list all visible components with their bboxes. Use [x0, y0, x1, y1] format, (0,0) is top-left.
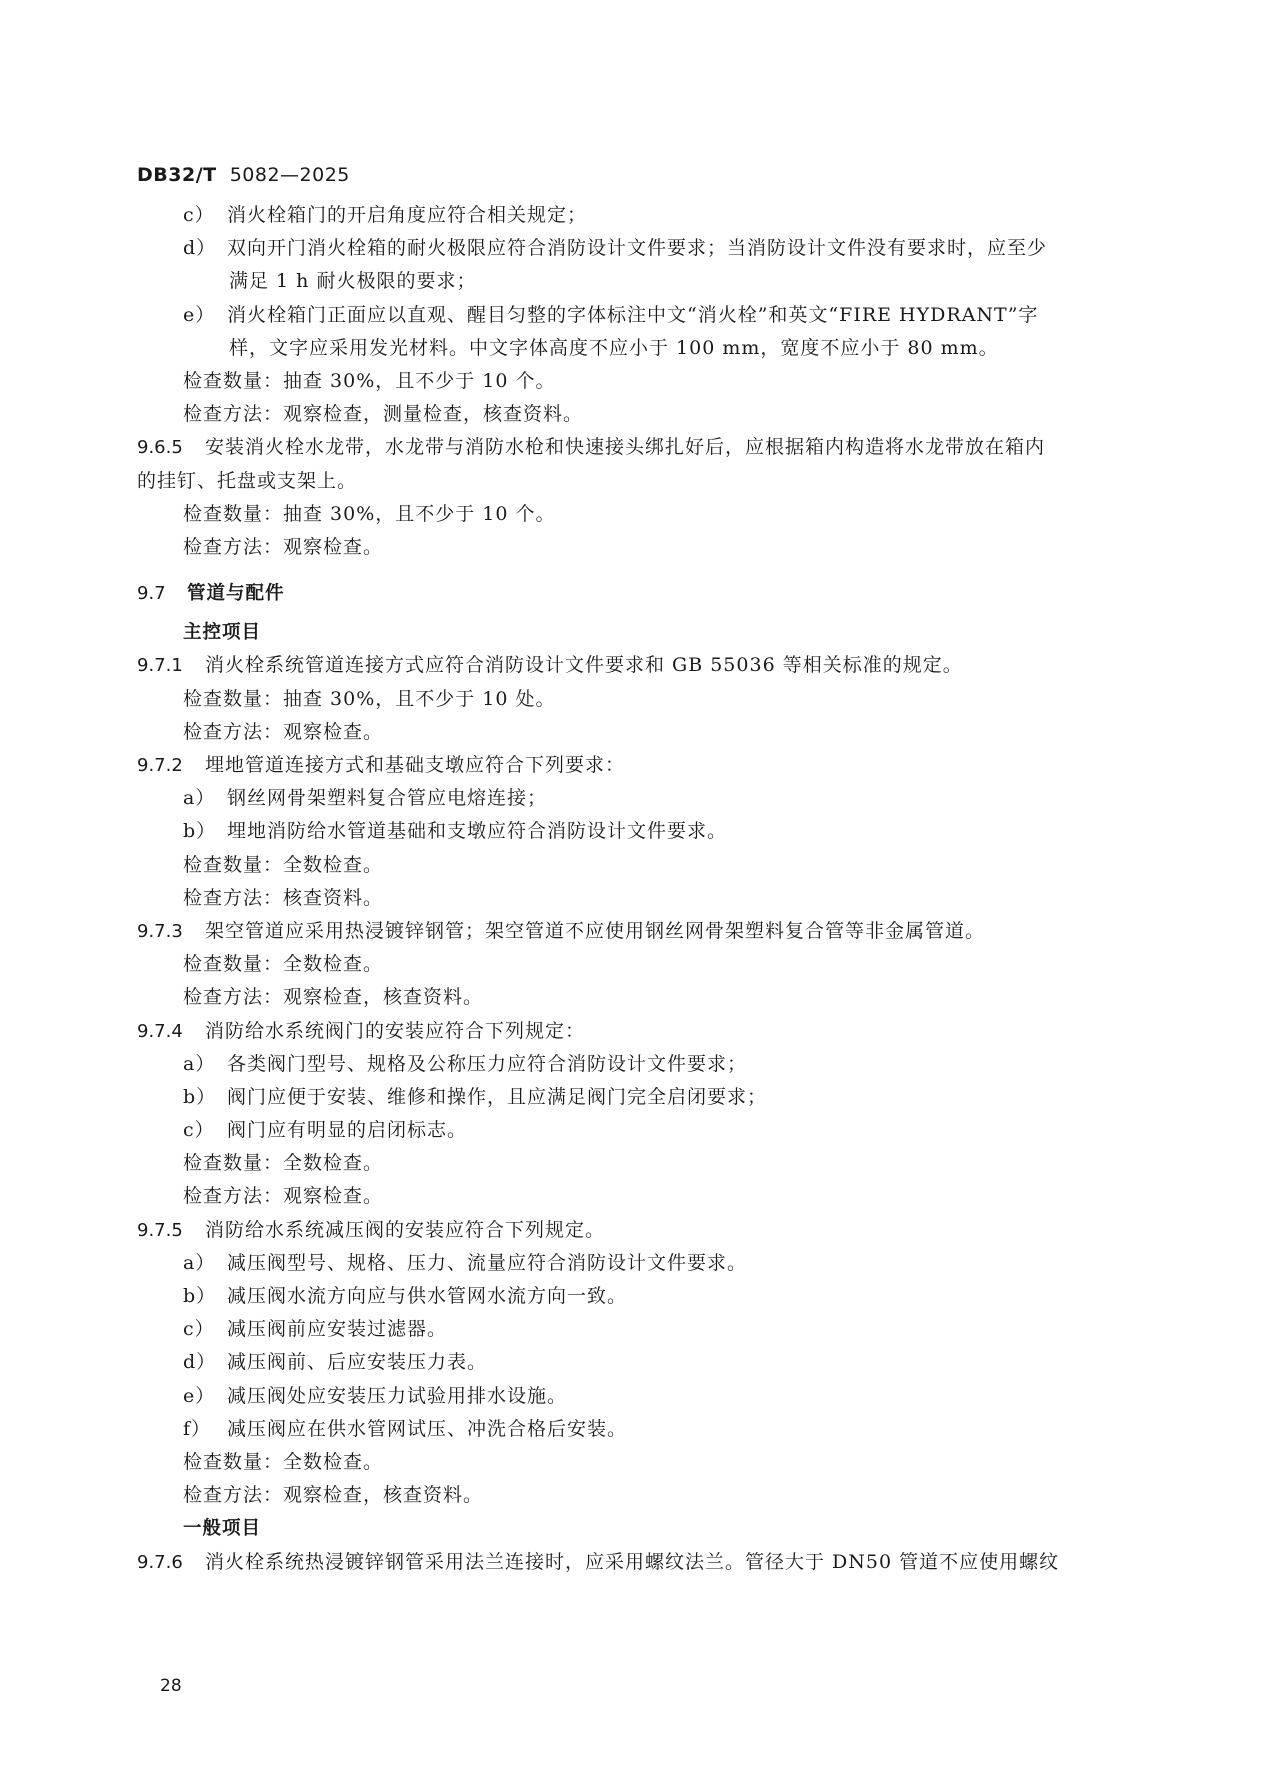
paragraph — [137, 716, 1137, 749]
list-item-text: 减压阀前应安装过滤器。 — [227, 1318, 448, 1341]
page-number: 28 — [160, 1676, 182, 1696]
continuation-text: 的挂钉、托盘或支架上。 — [137, 469, 358, 492]
clause-number: 9.7.2 — [137, 755, 183, 776]
list-item-label: c） — [183, 1119, 215, 1142]
clause-number: 9.7.6 — [137, 1551, 183, 1573]
list-item — [137, 1346, 1137, 1379]
list-item — [137, 1114, 1137, 1147]
list-item-text: 钢丝网骨架塑料复合管应电熔连接； — [227, 787, 548, 810]
paragraph-text: 检查数量：抽查 30%，且不少于 10 处。 — [183, 687, 556, 710]
clause — [137, 649, 1137, 682]
clause-number: 9.7.3 — [137, 920, 183, 942]
list-item-label: b） — [183, 820, 217, 843]
list-item-text: 埋地消防给水管道基础和支墩应符合消防设计文件要求。 — [227, 820, 728, 843]
paragraph — [137, 683, 1137, 716]
section-number: 9.7 — [137, 583, 166, 605]
paragraph — [137, 882, 1137, 915]
paragraph-text: 检查方法：观察检查，测量检查，核查资料。 — [183, 403, 584, 426]
paragraph — [137, 531, 1137, 564]
list-item-text: 减压阀型号、规格、压力、流量应符合消防设计文件要求。 — [227, 1251, 748, 1274]
list-item-label: c） — [183, 204, 215, 226]
clause-number: 9.7.5 — [137, 1219, 183, 1241]
paragraph — [137, 948, 1137, 981]
list-item — [137, 1313, 1137, 1346]
list-item-label: c） — [183, 1318, 215, 1341]
paragraph-text: 检查数量：抽查 30%，且不少于 10 个。 — [183, 369, 556, 392]
list-item — [137, 199, 1137, 232]
list-item-label: e） — [183, 1384, 216, 1407]
document-header — [137, 164, 350, 186]
paragraph — [137, 365, 1137, 398]
paragraph-text: 检查方法：观察检查。 — [183, 535, 384, 558]
paragraph-text: 检查方法：观察检查，核查资料。 — [183, 986, 484, 1009]
list-item — [137, 815, 1137, 848]
clause-text: 安装消火栓水龙带，水龙带与消防水枪和快速接头绑扎好后，应根据箱内构造将水龙带放在箱内 — [205, 436, 1046, 459]
clause-text: 埋地管道连接方式和基础支墩应符合下列要求： — [205, 754, 626, 776]
continuation-text: 满足 1 h 耐火极限的要求； — [229, 270, 477, 293]
paragraph-text: 检查数量：全数检查。 — [183, 1152, 384, 1175]
list-item — [137, 1081, 1137, 1114]
clause-number: 9.7.4 — [137, 1020, 183, 1042]
subheading-text: 主控项目 — [183, 622, 262, 644]
list-item-continuation — [137, 332, 1137, 365]
list-item-text: 阀门应便于安装、维修和操作，且应满足阀门完全启闭要求； — [227, 1085, 768, 1108]
list-item-text: 双向开门消火栓箱的耐火极限应符合消防设计文件要求；当消防设计文件没有要求时，应至少 — [227, 237, 1048, 260]
list-item — [137, 1280, 1137, 1313]
section-heading — [137, 577, 1137, 610]
list-item — [137, 1380, 1137, 1413]
clause — [137, 1546, 1137, 1579]
paragraph-text: 检查数量：抽查 30%，且不少于 10 个。 — [183, 502, 556, 525]
list-item — [137, 299, 1137, 332]
list-item-label: a） — [183, 1052, 216, 1075]
paragraph-text: 检查方法：观察检查。 — [183, 1185, 384, 1208]
continuation-text: 样，文字应采用发光材料。中文字体高度不应小于 100 mm，宽度不应小于 80 mm。 — [229, 336, 999, 359]
list-item-text: 减压阀应在供水管网试压、冲洗合格后安装。 — [227, 1417, 628, 1440]
list-item-label: a） — [183, 787, 216, 810]
clause-text: 消火栓系统管道连接方式应符合消防设计文件要求和 GB 55036 等相关标准的规定。 — [205, 654, 963, 677]
clause — [137, 1214, 1137, 1247]
paragraph — [137, 849, 1137, 882]
paragraph — [137, 1147, 1137, 1180]
subheading — [137, 1512, 1137, 1545]
paragraph-text: 检查方法：观察检查。 — [183, 720, 384, 743]
subheading — [137, 616, 1137, 649]
paragraph-text: 检查方法：核查资料。 — [183, 886, 384, 909]
list-item-label: d） — [183, 1351, 217, 1374]
paragraph — [137, 1446, 1137, 1479]
list-item-label: b） — [183, 1085, 217, 1108]
list-item — [137, 782, 1137, 815]
clause-text: 消防给水系统减压阀的安装应符合下列规定。 — [205, 1218, 606, 1241]
list-item-label: d） — [183, 237, 217, 260]
standard-code: DB32/T — [137, 164, 217, 186]
standard-number: 5082—2025 — [229, 164, 350, 186]
clause-text: 消火栓系统热浸镀锌钢管采用法兰连接时，应采用螺纹法兰。管径大于 DN50 管道不应使用螺纹 — [205, 1550, 1060, 1573]
clause — [137, 1015, 1137, 1048]
list-item-label: b） — [183, 1285, 217, 1307]
clause — [137, 749, 1137, 782]
clause-text: 消防给水系统阀门的安装应符合下列规定： — [205, 1019, 586, 1042]
list-item-label: f） — [183, 1417, 212, 1440]
paragraph-continuation — [137, 465, 1137, 498]
paragraph-text: 检查方法：观察检查，核查资料。 — [183, 1484, 484, 1507]
paragraph — [137, 398, 1137, 431]
list-item-text: 阀门应有明显的启闭标志。 — [227, 1119, 468, 1142]
list-item — [137, 232, 1137, 265]
paragraph-text: 检查数量：全数检查。 — [183, 953, 384, 976]
paragraph-text: 检查数量：全数检查。 — [183, 853, 384, 876]
list-item — [137, 1048, 1137, 1081]
list-item-continuation — [137, 265, 1137, 298]
list-item — [137, 1413, 1137, 1446]
clause-number: 9.6.5 — [137, 437, 183, 459]
section-title: 管道与配件 — [187, 583, 285, 605]
list-item-label: a） — [183, 1251, 216, 1274]
list-item-text: 各类阀门型号、规格及公称压力应符合消防设计文件要求； — [227, 1052, 748, 1075]
list-item-text: 减压阀前、后应安装压力表。 — [227, 1351, 488, 1374]
list-item-label: e） — [183, 303, 216, 326]
paragraph-text: 检查数量：全数检查。 — [183, 1450, 384, 1473]
paragraph — [137, 1479, 1137, 1512]
clause-number: 9.7.1 — [137, 655, 183, 677]
subheading-text: 一般项目 — [183, 1518, 262, 1540]
clause — [137, 915, 1137, 948]
list-item — [137, 1247, 1137, 1280]
clause-text: 架空管道应采用热浸镀锌钢管；架空管道不应使用钢丝网骨架塑料复合管等非金属管道。 — [205, 919, 986, 942]
document-body — [137, 199, 1137, 1579]
list-item-text: 减压阀水流方向应与供水管网水流方向一致。 — [227, 1285, 628, 1307]
list-item-text: 减压阀处应安装压力试验用排水设施。 — [227, 1384, 568, 1407]
paragraph — [137, 1180, 1137, 1213]
list-item-text: 消火栓箱门的开启角度应符合相关规定； — [227, 204, 588, 226]
clause — [137, 431, 1137, 464]
list-item-text: 消火栓箱门正面应以直观、醒目匀整的字体标注中文“消火栓”和英文“FIRE HYDRANT”字 — [227, 303, 1039, 326]
paragraph — [137, 498, 1137, 531]
paragraph — [137, 981, 1137, 1014]
